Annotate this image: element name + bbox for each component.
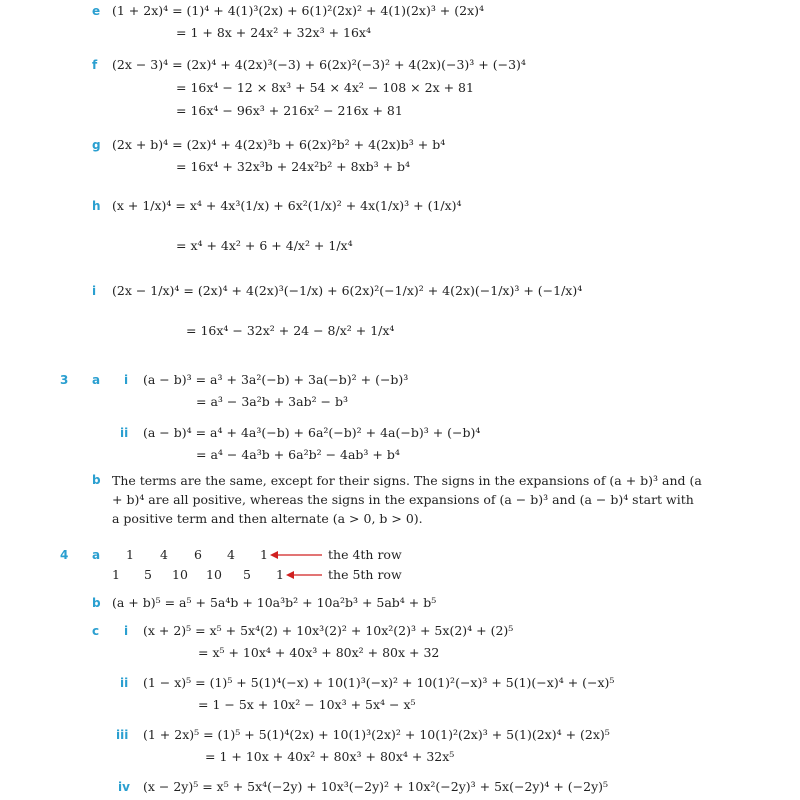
equation-e-line2: = 1 + 8x + 24x² + 32x³ + 16x⁴	[176, 25, 371, 40]
pascal-row5-cell: 10	[172, 567, 188, 582]
q4-part-label-c: c	[92, 624, 100, 638]
part-label-e: e	[92, 4, 101, 18]
pascal-row5-cell: 1	[276, 567, 284, 582]
pascal-row4-cell: 1	[260, 547, 268, 562]
pascal-row4-cell: 4	[227, 547, 235, 562]
pascal-row5-cell: 5	[144, 567, 152, 582]
q4-sub-label-ii: ii	[120, 676, 129, 690]
equation-h-line1: (x + 1/x)⁴ = x⁴ + 4x³(1/x) + 6x²(1/x)² + 4x(1/x)³ + (1/x)⁴	[112, 198, 462, 213]
q4-cii-line1: (1 − x)⁵ = (1)⁵ + 5(1)⁴(−x) + 10(1)³(−x)² + 10(1)²(−x)³ + 5(1)(−x)⁴ + (−x)⁵	[143, 675, 615, 690]
pascal-row5-cell: 5	[243, 567, 251, 582]
q3-i-line2: = a³ − 3a²b + 3ab² − b³	[196, 394, 349, 409]
q4-ci-line2: = x⁵ + 10x⁴ + 40x³ + 80x² + 80x + 32	[198, 645, 440, 660]
equation-g-line2: = 16x⁴ + 32x³b + 24x²b² + 8xb³ + b⁴	[176, 159, 411, 174]
q4-ci-line1: (x + 2)⁵ = x⁵ + 5x⁴(2) + 10x³(2)² + 10x²(2)³ + 5x(2)⁴ + (2)⁵	[143, 623, 514, 638]
equation-i-line1: (2x − 1/x)⁴ = (2x)⁴ + 4(2x)³(−1/x) + 6(2x)²(−1/x)² + 4(2x)(−1/x)³ + (−1/x)⁴	[112, 283, 583, 298]
question-number-3: 3	[60, 373, 69, 387]
pascal-row4-cell: 6	[194, 547, 202, 562]
q4-b-line: (a + b)⁵ = a⁵ + 5a⁴b + 10a³b² + 10a²b³ + 5ab⁴ + b⁵	[112, 595, 437, 610]
q3-sub-label-i: i	[124, 373, 129, 387]
part-label-i: i	[92, 284, 97, 298]
q4-part-label-b: b	[92, 596, 101, 610]
q4-sub-label-i: i	[124, 624, 129, 638]
q4-cii-line2: = 1 − 5x + 10x² − 10x³ + 5x⁴ − x⁵	[198, 697, 416, 712]
equation-e-line1: (1 + 2x)⁴ = (1)⁴ + 4(1)³(2x) + 6(1)²(2x)² + 4(1)(2x)³ + (2x)⁴	[112, 3, 485, 18]
equation-f-line2: = 16x⁴ − 12 × 8x³ + 54 × 4x² − 108 × 2x + 81	[176, 80, 474, 95]
q4-ciii-line1: (1 + 2x)⁵ = (1)⁵ + 5(1)⁴(2x) + 10(1)³(2x)² + 10(1)²(2x)³ + 5(1)(2x)⁴ + (2x)⁵	[143, 727, 610, 742]
q3-i-line1: (a − b)³ = a³ + 3a²(−b) + 3a(−b)² + (−b)³	[143, 372, 409, 387]
q3-ii-line2: = a⁴ − 4a³b + 6a²b² − 4ab³ + b⁴	[196, 447, 400, 462]
q3-part-label-b: b	[92, 473, 101, 487]
question-number-4: 4	[60, 548, 69, 562]
q3-sub-label-ii: ii	[120, 426, 129, 440]
equation-f-line1: (2x − 3)⁴ = (2x)⁴ + 4(2x)³(−3) + 6(2x)²(−3)² + 4(2x)(−3)³ + (−3)⁴	[112, 57, 526, 72]
part-label-h: h	[92, 199, 101, 213]
equation-f-line3: = 16x⁴ − 96x³ + 216x² − 216x + 81	[176, 103, 403, 118]
q3-ii-line1: (a − b)⁴ = a⁴ + 4a³(−b) + 6a²(−b)² + 4a(−b)³ + (−b)⁴	[143, 425, 481, 440]
part-label-g: g	[92, 138, 101, 152]
part-label-f: f	[92, 58, 98, 72]
q3-part-label-a: a	[92, 373, 101, 387]
pascal-row4-cell: 1	[126, 547, 134, 562]
arrow-left-icon	[270, 548, 322, 562]
q4-part-label-a: a	[92, 548, 101, 562]
equation-i-line2: = 16x⁴ − 32x² + 24 − 8/x² + 1/x⁴	[186, 323, 395, 338]
q4-ciii-line2: = 1 + 10x + 40x² + 80x³ + 80x⁴ + 32x⁵	[205, 749, 455, 764]
q4-civ-line1: (x − 2y)⁵ = x⁵ + 5x⁴(−2y) + 10x³(−2y)² + 10x²(−2y)³ + 5x(−2y)⁴ + (−2y)⁵	[143, 779, 609, 794]
q4-sub-label-iv: iv	[118, 780, 130, 794]
arrow-left-icon	[286, 568, 322, 582]
q4-sub-label-iii: iii	[116, 728, 129, 742]
pascal-row4-cell: 4	[160, 547, 168, 562]
pascal-row5-cell: 1	[112, 567, 120, 582]
pascal-row5-cell: 10	[206, 567, 222, 582]
q3-b-explanation: The terms are the same, except for their signs. The signs in the expansions of (a + b)³ and (a + b)⁴ are all positive, whereas the signs in the expansions of (a − b)³ and (a − b)⁴ start with a positive term and then alternate (a > 0, b > 0).	[112, 473, 702, 526]
equation-g-line1: (2x + b)⁴ = (2x)⁴ + 4(2x)³b + 6(2x)²b² + 4(2x)b³ + b⁴	[112, 137, 446, 152]
pascal-row4-note: the 4th row	[328, 547, 402, 562]
equation-h-line2: = x⁴ + 4x² + 6 + 4/x² + 1/x⁴	[176, 238, 353, 253]
pascal-row5-note: the 5th row	[328, 567, 402, 582]
